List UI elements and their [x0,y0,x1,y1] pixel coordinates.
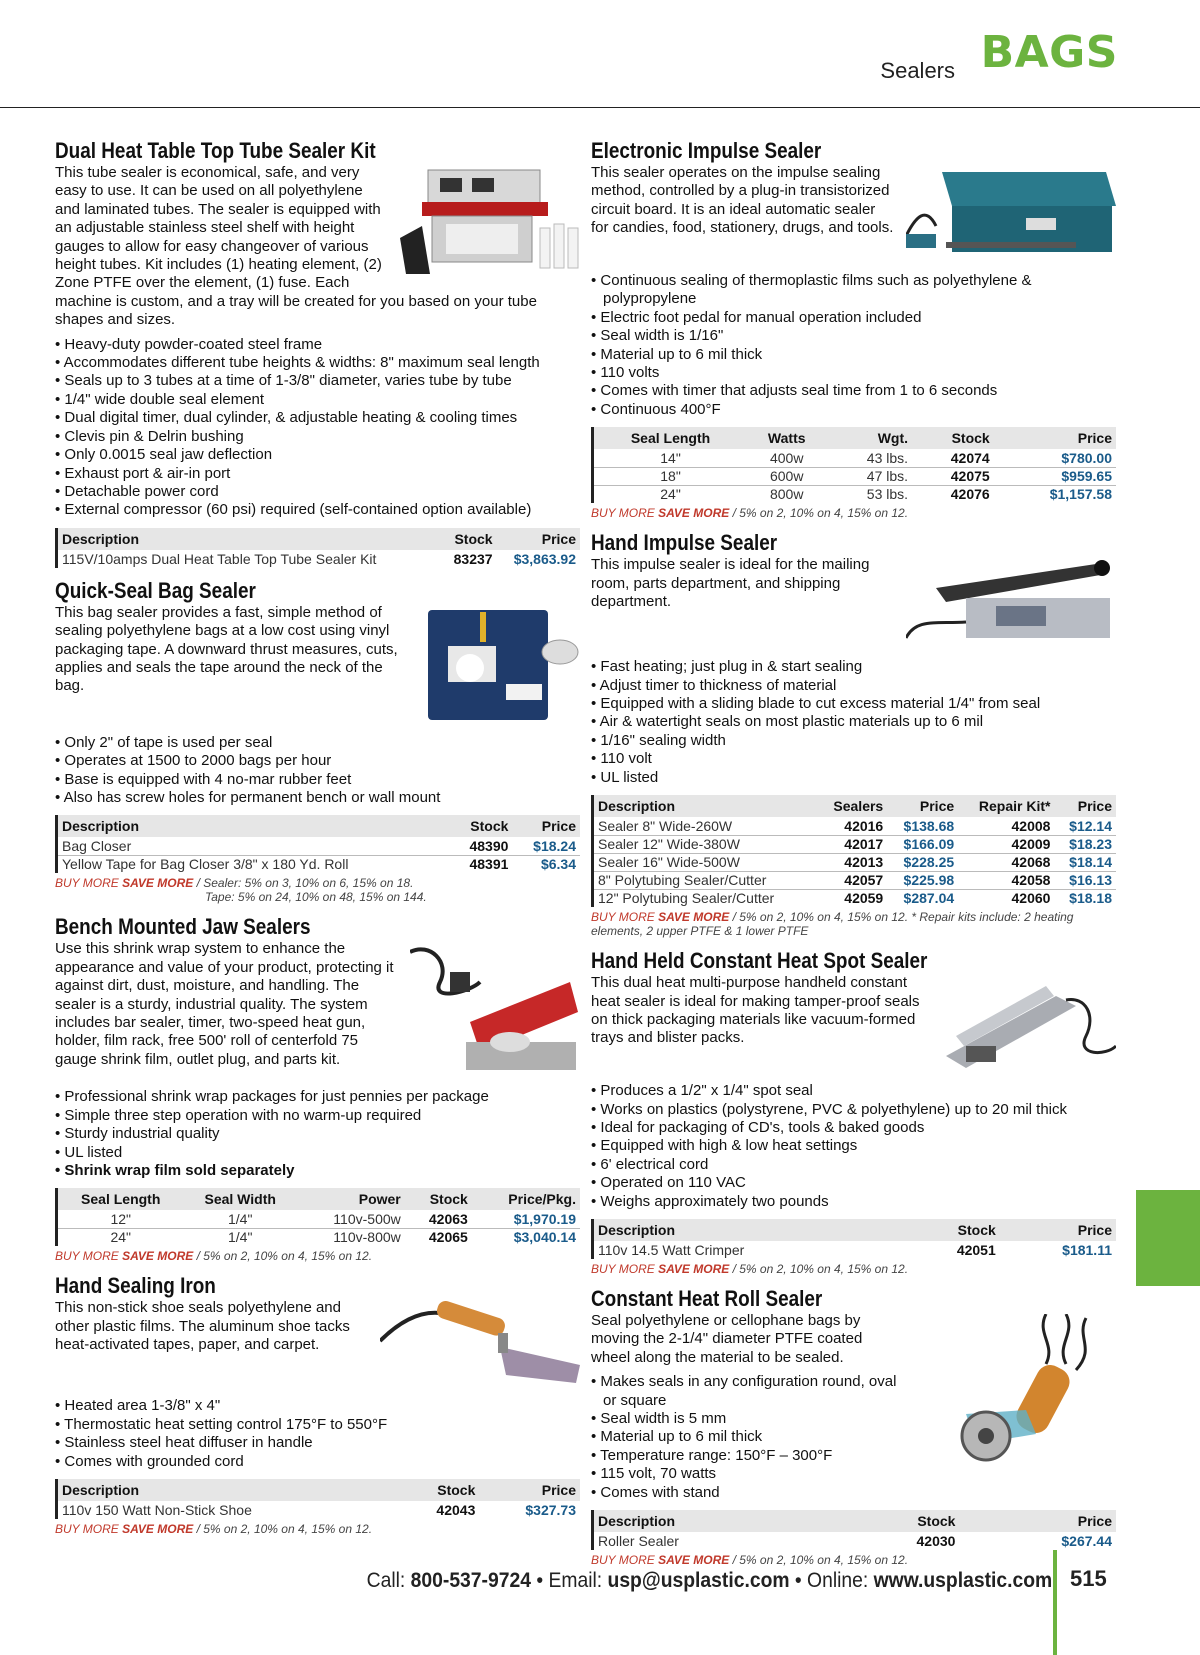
table-row [593,1241,1117,1259]
feature-item: • Simple three step operation with no warm-up required [55,1107,580,1125]
table-row [593,872,1117,890]
col-header: Description [593,795,818,818]
stock-number: 42043 [399,1502,480,1520]
promo-save-more: SAVE MORE [122,1522,194,1536]
seal-length: 14" [593,450,748,468]
feature-item: • Seal width is 5 mm [591,1410,1116,1428]
item-description: 8" Polytubing Sealer/Cutter [593,872,818,890]
price-table [591,1219,1116,1259]
sealing-iron-image [380,1301,580,1387]
item-price: $18.24 [512,838,580,856]
feature-item: • Fast heating; just plug in & start sealing [591,658,1116,676]
repair-kit-price: $18.18 [1054,890,1116,908]
stock-number: 42030 [834,1533,959,1551]
feature-item: • Material up to 6 mil thick [591,1428,1116,1446]
feature-list [591,1082,1116,1211]
col-header: Description [57,528,441,551]
hand-impulse-section [591,530,1116,938]
promo-buy-more: BUY MORE [591,1261,659,1276]
table-row [57,856,581,874]
item-price: $780.00 [994,450,1116,468]
feature-item: • Operates at 1500 to 2000 bags per hour [55,752,580,770]
product-title: Hand Sealing Iron [55,1273,216,1299]
feature-item: • Heavy-duty powder-coated steel frame [55,336,580,354]
contact-line [366,1569,1052,1592]
stock-number: 42051 [905,1241,999,1259]
repair-kit-number: 42009 [958,836,1054,854]
feature-item: • Seal width is 1/16" [591,327,1116,345]
feature-item: • Equipped with a sliding blade to cut excess material 1/4" from seal [591,695,1116,713]
power: 110v-500w [297,1211,405,1229]
call-label: Call: [366,1569,411,1592]
table-row [593,1533,1117,1551]
repair-kit-number: 42060 [958,890,1054,908]
feature-item: • Clevis pin & Delrin bushing [55,428,580,446]
promo-terms: / 5% on 2, 10% on 4, 15% on 12. * Repair kits include: 2 heating elements, 2 upper PTFE & 1 lower PTFE [591,910,1074,939]
item-description: Yellow Tape for Bag Closer 3/8" x 180 Yd. Roll [57,856,451,874]
item-description: Bag Closer [57,838,451,856]
feature-item: • Electric foot pedal for manual operation included [591,309,1116,327]
feature-item: • Comes with stand [591,1484,1116,1502]
price-table [55,528,580,568]
phone-number[interactable]: 800-537-9724 [410,1569,531,1592]
table-row [593,486,1117,504]
col-header: Price/Pkg. [472,1188,580,1211]
promo-save-more: SAVE MORE [122,1249,194,1264]
right-column [591,138,1116,1577]
item-price: $166.09 [887,836,958,854]
repair-kit-price: $12.14 [1054,818,1116,836]
stock-number: 42065 [405,1229,472,1247]
col-header: Stock [834,1510,959,1533]
price-table [591,427,1116,503]
promo-save-more: SAVE MORE [122,876,194,891]
feature-item: • Adjust timer to thickness of material [591,677,1116,695]
volume-discount [55,1249,580,1263]
feature-list [55,734,580,808]
table-row [57,550,581,568]
table-row [593,468,1117,486]
item-description: Sealer 8" Wide-260W [593,818,818,836]
roll-sealer-image [916,1314,1116,1464]
price-table [55,815,580,873]
product-title: Bench Mounted Jaw Sealers [55,914,311,940]
col-header: Stock [450,815,512,838]
impulse-sealer-image [906,166,1116,262]
feature-item: • 110 volt [591,750,1116,768]
col-header: Power [297,1188,405,1211]
promo-save-more: SAVE MORE [658,506,730,521]
stock-number: 42057 [817,872,887,890]
table-row [593,836,1117,854]
feature-item: • Seals up to 3 tubes at a time of 1-3/8" diameter, varies tube by tube [55,372,580,390]
product-description: This bag sealer provides a fast, simple method of sealing polyethylene bags at a low cost using vinyl packaging tape. A downward thrust measures, cuts, applies and seals the tape around the neck of the bag. [55,603,398,695]
promo-save-more: SAVE MORE [658,910,730,925]
feature-list [55,1088,580,1180]
col-header: Description [593,1510,835,1533]
stock-number: 48390 [450,838,512,856]
col-header: Description [593,1219,906,1242]
quick-seal-section [55,578,580,905]
col-header: Description [57,815,451,838]
col-header: Description [57,1479,399,1502]
item-description: 110v 14.5 Watt Crimper [593,1241,906,1259]
col-header: Price [497,528,580,551]
stock-number: 83237 [441,550,497,568]
promo-buy-more: BUY MORE [591,910,659,925]
item-description: 115V/10amps Dual Heat Table Top Tube Sealer Kit [57,550,441,568]
page-footer [0,1550,1200,1655]
seal-length: 12" [57,1211,184,1229]
feature-item: • Base is equipped with 4 no-mar rubber feet [55,771,580,789]
price-table [591,795,1116,907]
stock-number: 42059 [817,890,887,908]
product-description: This sealer operates on the impulse sealing method, controlled by a plug-in transistorized circuit board. It is an ideal automatic sealer for candies, food, stationery, drugs, and tools. [591,164,894,237]
spot-sealer-section [591,948,1116,1276]
feature-item: • Temperature range: 150°F – 300°F [591,1447,1116,1465]
product-title: Hand Held Constant Heat Spot Sealer [591,948,928,974]
page-header [0,0,1200,108]
promo-buy-more: BUY MORE [55,1249,123,1264]
watts: 600w [747,468,826,486]
feature-item: • 110 volts [591,364,1116,382]
repair-kit-price: $16.13 [1054,872,1116,890]
feature-item: • Exhaust port & air-in port [55,465,580,483]
promo-buy-more: BUY MORE [591,1553,659,1567]
feature-item: • 1/16" sealing width [591,732,1116,750]
col-header: Repair Kit* [958,795,1054,818]
page-number: 515 [1070,1566,1107,1591]
email-label: • Email: [530,1569,608,1592]
table-row [593,854,1117,872]
promo-terms: / 5% on 2, 10% on 4, 15% on 12. [193,1522,373,1536]
repair-kit-number: 42058 [958,872,1054,890]
col-header: Stock [399,1479,480,1502]
promo-buy-more: BUY MORE [55,876,123,891]
col-header: Stock [405,1188,472,1211]
col-header: Seal Length [593,427,748,450]
section-edge-tab[interactable] [1136,1190,1200,1286]
feature-item: • Detachable power cord [55,483,580,501]
weight: 43 lbs. [826,450,912,468]
stock-number: 42075 [912,468,994,486]
feature-list [55,336,580,520]
bench-jaw-section [55,914,580,1263]
feature-item: • Stainless steel heat diffuser in handle [55,1434,580,1452]
price-table [591,1510,1116,1550]
weight: 47 lbs. [826,468,912,486]
volume-discount [55,1522,580,1536]
section-subtitle: Sealers [880,58,955,83]
col-header: Wgt. [826,427,912,450]
volume-discount [55,876,580,890]
col-header: Price [512,815,580,838]
seal-length: 18" [593,468,748,486]
tube-sealer-image [400,166,580,278]
product-title: Dual Heat Table Top Tube Sealer Kit [55,138,376,163]
col-header: Stock [912,427,994,450]
feature-item: • 1/4" wide double seal element [55,391,580,409]
col-header: Stock [905,1219,999,1242]
feature-item: • 6' electrical cord [591,1156,1116,1174]
product-description: Seal polyethylene or cellophane bags by moving the 2-1/4" diameter PTFE coated wheel along the material to be sealed. [591,1311,863,1366]
seal-width: 1/4" [183,1229,297,1247]
item-description: 110v 150 Watt Non-Stick Shoe [57,1502,399,1520]
item-price: $225.98 [887,872,958,890]
power: 110v-800w [297,1229,405,1247]
item-price: $181.11 [1000,1241,1116,1259]
promo-terms-tape: Tape: 5% on 24, 10% on 48, 15% on 144. [205,890,427,905]
feature-item: • Only 2" of tape is used per seal [55,734,580,752]
feature-item: • Only 0.0015 seal jaw deflection [55,446,580,464]
stock-number: 42063 [405,1211,472,1229]
watts: 400w [747,450,826,468]
repair-kit-number: 42008 [958,818,1054,836]
item-price: $6.34 [512,856,580,874]
item-price: $3,040.14 [472,1229,580,1247]
feature-item: • Air & watertight seals on most plastic materials up to 6 mil [591,713,1116,731]
stock-number: 42016 [817,818,887,836]
col-header: Price [1054,795,1116,818]
feature-item: • Also has screw holes for permanent bench or wall mount [55,789,580,807]
item-price: $267.44 [959,1533,1116,1551]
left-column [55,138,580,1546]
website-link[interactable]: www.usplastic.com [873,1569,1052,1592]
feature-item: • Dual digital timer, dual cylinder, & adjustable heating & cooling times [55,409,580,427]
table-row [57,1229,581,1247]
feature-item: • Produces a 1/2" x 1/4" spot seal [591,1082,1116,1100]
weight: 53 lbs. [826,486,912,504]
email-link[interactable]: usp@usplastic.com [607,1569,790,1592]
feature-list [55,1397,580,1471]
feature-item: • Comes with grounded cord [55,1453,580,1471]
feature-item: • 115 volt, 70 watts [591,1465,1116,1483]
footer-divider [1053,1550,1057,1655]
promo-save-more: SAVE MORE [658,1553,730,1567]
item-price: $287.04 [887,890,958,908]
feature-item-note: • Shrink wrap film sold separately [55,1162,580,1180]
feature-item: • Ideal for packaging of CD's, tools & baked goods [591,1119,1116,1137]
item-price: $228.25 [887,854,958,872]
hand-impulse-sealer-image [906,558,1116,648]
table-row [57,1502,581,1520]
feature-item: • Thermostatic heat setting control 175°F to 550°F [55,1416,580,1434]
stock-number: 48391 [450,856,512,874]
item-price: $3,863.92 [497,550,580,568]
dual-heat-section [55,138,580,568]
item-price: $138.68 [887,818,958,836]
col-header: Price [994,427,1116,450]
item-price: $959.65 [994,468,1116,486]
repair-kit-number: 42068 [958,854,1054,872]
product-title: Quick-Seal Bag Sealer [55,577,256,603]
promo-terms: / 5% on 2, 10% on 4, 15% on 12. [729,506,909,521]
online-label: • Online: [789,1569,874,1592]
feature-item: • Sturdy industrial quality [55,1125,580,1143]
col-header: Seal Width [183,1188,297,1211]
feature-item: • Weighs approximately two pounds [591,1193,1116,1211]
spot-sealer-image [936,976,1116,1072]
feature-item: • Professional shrink wrap packages for just pennies per package [55,1088,580,1106]
roll-sealer-section [591,1286,1116,1567]
table-row [57,1211,581,1229]
product-description: This impulse sealer is ideal for the mailing room, parts department, and shipping department. [591,556,870,611]
product-title: Hand Impulse Sealer [591,530,778,556]
sealing-iron-section [55,1273,580,1536]
feature-list [591,658,1116,787]
col-header: Price [959,1510,1116,1533]
seal-length: 24" [57,1229,184,1247]
bag-closer-image [420,606,580,724]
item-description: Sealer 12" Wide-380W [593,836,818,854]
section-title: BAGS [980,27,1118,78]
item-price: $1,157.58 [994,486,1116,504]
col-header: Price [887,795,958,818]
feature-item: • Works on plastics (polystyrene, PVC & polyethylene) up to 20 mil thick [591,1101,1116,1119]
stock-number: 42076 [912,486,994,504]
product-description: This tube sealer is economical, safe, and very easy to use. It can be used on all polyethylene and laminated tubes. The sealer is equipped with an adjustable stainless steel shelf with height gauges to allow for easy changeover of various height tubes. Kit includes (1) heating element, (2) Zone PTFE over the element, (1) fuse. Each machine is custom, and a tray will be created for you based on your tube shapes and sizes. [55,164,537,329]
table-row [593,890,1117,908]
item-description: 12" Polytubing Sealer/Cutter [593,890,818,908]
item-description: Sealer 16" Wide-500W [593,854,818,872]
volume-discount [591,910,1116,938]
feature-item: • Heated area 1-3/8" x 4" [55,1397,580,1415]
feature-item: • Continuous 400°F [591,401,1116,419]
feature-item: • External compressor (60 psi) required (self-contained option available) [55,501,580,519]
feature-item: • UL listed [591,769,1116,787]
price-table [55,1188,580,1246]
feature-item: • Continuous sealing of thermoplastic films such as polyethylene & polypropylene [591,272,1116,309]
col-header: Sealers [817,795,887,818]
feature-item: • Operated on 110 VAC [591,1174,1116,1192]
seal-length: 24" [593,486,748,504]
repair-kit-price: $18.23 [1054,836,1116,854]
watts: 800w [747,486,826,504]
feature-list [591,272,1116,419]
product-title: Constant Heat Roll Sealer [591,1285,823,1311]
promo-terms: / Sealer: 5% on 3, 10% on 6, 15% on 18. [193,876,414,891]
feature-item: • Comes with timer that adjusts seal time from 1 to 6 seconds [591,382,1116,400]
product-title: Electronic Impulse Sealer [591,138,822,163]
item-price: $327.73 [479,1502,580,1520]
stock-number: 42017 [817,836,887,854]
seal-width: 1/4" [183,1211,297,1229]
col-header: Watts [747,427,826,450]
feature-item: • Equipped with high & low heat settings [591,1137,1116,1155]
table-row [593,818,1117,836]
promo-terms: / 5% on 2, 10% on 4, 15% on 12. [729,1553,909,1567]
promo-buy-more: BUY MORE [55,1522,123,1536]
table-row [593,450,1117,468]
feature-item: • UL listed [55,1144,580,1162]
promo-save-more: SAVE MORE [658,1261,730,1276]
item-description: Roller Sealer [593,1533,835,1551]
volume-discount [591,506,1116,520]
electronic-impulse-section [591,138,1116,520]
item-price: $1,970.19 [472,1211,580,1229]
col-header: Price [479,1479,580,1502]
stock-number: 42074 [912,450,994,468]
promo-terms: / 5% on 2, 10% on 4, 15% on 12. [729,1261,909,1276]
volume-discount [591,1262,1116,1276]
table-row [57,838,581,856]
col-header: Seal Length [57,1188,184,1211]
repair-kit-price: $18.14 [1054,854,1116,872]
promo-terms: / 5% on 2, 10% on 4, 15% on 12. [193,1249,373,1264]
feature-item: • Makes seals in any configuration round, oval or square [591,1373,1116,1410]
col-header: Stock [441,528,497,551]
product-description: This non-stick shoe seals polyethylene and other plastic films. The aluminum shoe tacks heat-activated tapes, paper, and carpet. [55,1299,350,1354]
feature-item: • Accommodates different tube heights & widths: 8" maximum seal length [55,354,580,372]
promo-buy-more: BUY MORE [591,506,659,521]
jaw-sealer-image [410,942,580,1078]
product-description: This dual heat multi-purpose handheld constant heat sealer is ideal for making tamper-proof seals on thick packaging materials like vacuum-formed trays and blister packs. [591,974,920,1047]
feature-item: • Material up to 6 mil thick [591,346,1116,364]
product-description: Use this shrink wrap system to enhance the appearance and value of your product, protecting it against dirt, dust, moisture, and handling. The sealer is a sturdy, industrial quality. The system includes bar sealer, timer, two-speed heat gun, holder, film rack, free 500' roll of centerfold 75 gauge shrink film, outlet plug, and parts kit. [55,940,394,1068]
price-table [55,1479,580,1519]
stock-number: 42013 [817,854,887,872]
col-header: Price [1000,1219,1116,1242]
